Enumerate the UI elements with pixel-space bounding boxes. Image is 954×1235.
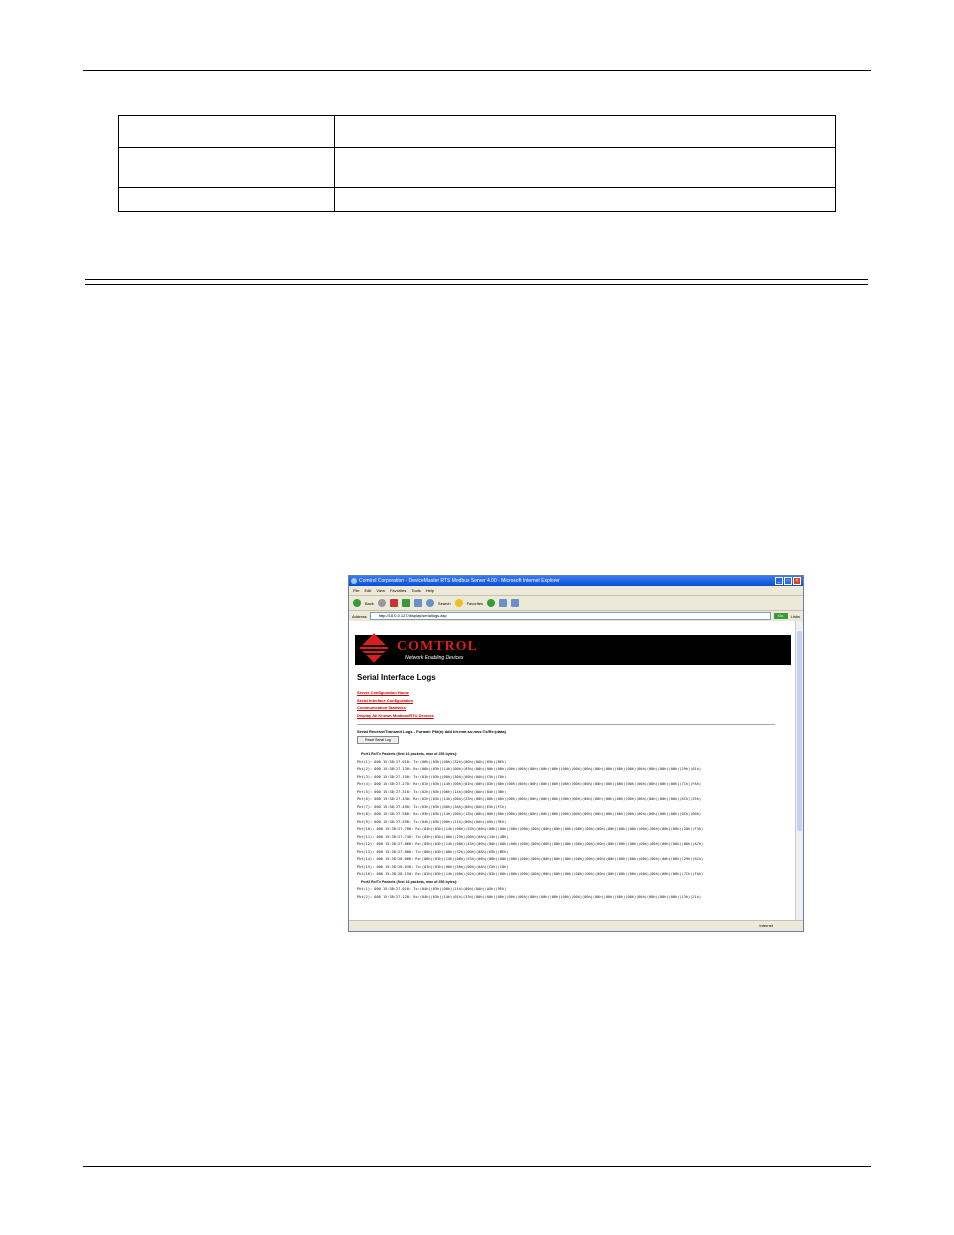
window-title: Comtrol Corporation - DeviceMaster RTS Modbus Server 4.00 - Microsoft Internet Explorer xyxy=(359,578,560,584)
address-label: Address xyxy=(352,613,367,619)
maximize-icon[interactable]: □ xyxy=(784,577,792,585)
brand-name: COMTROL xyxy=(397,639,478,654)
logo-stripes xyxy=(357,645,391,655)
reset-serial-log-button[interactable]: Reset Serial Log xyxy=(357,736,399,744)
info-table xyxy=(118,115,836,212)
header-rule xyxy=(83,70,871,71)
refresh-icon[interactable] xyxy=(402,599,410,607)
star-icon[interactable] xyxy=(455,599,463,607)
address-input[interactable]: http://10.0.0.127/display/seriallogs.asp xyxy=(370,612,771,620)
section-rule-top xyxy=(85,279,868,280)
log-line: Pkt(5): 000 15:38:27.310: Tx:(02h)(03h)(00h)(14h)(00h)(0Ah)(84h)(3Bh) xyxy=(357,789,507,794)
log-line: Pkt(2): 000 15:38:27.130: Rx:(06h)(03h)(14h)(00h)(03h)(00h)(00h)(00h)(00h)(00h)(00h)(00h)(00h)(00h)(00h)(00h)(00h)(00h)(00h)(00h)(00h)(00h)(00h)(00h)(29h)(61h) xyxy=(357,767,702,771)
back-button[interactable]: Back xyxy=(365,600,374,606)
port1-header: Port1 Rx/Tx Packets (first 16 packets, max of 256 bytes): xyxy=(361,752,458,756)
section-rule-bottom xyxy=(85,284,868,285)
back-arrow-icon[interactable] xyxy=(353,599,361,607)
table-cell xyxy=(335,116,836,148)
port2-header: Port2 Rx/Tx Packets (first 16 packets, max of 256 bytes): xyxy=(361,879,458,884)
close-icon[interactable]: × xyxy=(793,577,801,585)
history-icon[interactable] xyxy=(487,599,495,607)
table-cell xyxy=(119,188,335,212)
browser-screenshot xyxy=(348,575,804,932)
serial-log xyxy=(357,751,703,901)
log-format-text: Serial Receive/Transmit Logs - Format: Pkt(n) ddd hh:mm:ss:mss:Tx/Rx:(data) xyxy=(357,729,506,734)
log-line: Pkt(10): 000 15:38:27.700: Rx:(04h)(03h)(14h)(00h)(33h)(00h)(00h)(00h)(00h)(00h)(00h)(00h)(00h)(00h)(00h)(00h)(00h)(00h)(00h)(00h)(00h)(00h)(00h)(00h)(28h)(F3h) xyxy=(357,827,704,831)
menu-favorites[interactable]: Favorites xyxy=(389,588,407,593)
page-viewport xyxy=(349,621,795,921)
table-cell xyxy=(335,148,836,188)
table-row xyxy=(119,188,836,212)
menu-bar xyxy=(349,586,803,596)
log-line: Pkt(9): 000 15:38:27.590: Tx:(04h)(03h)(00h)(11h)(00h)(0Ah)(A5h)(9Eh) xyxy=(357,819,507,824)
log-line: Pkt(8): 000 15:38:27.580: Rx:(03h)(03h)(14h)(00h)(13h)(00h)(00h)(00h)(00h)(00h)(00h)(00h)(00h)(00h)(00h)(00h)(00h)(00h)(00h)(00h)(00h)(00h)(00h)(00h)(0Ch)(60h) xyxy=(357,812,702,816)
footer-rule xyxy=(83,1166,871,1167)
nav-links xyxy=(357,689,434,719)
comtrol-banner xyxy=(355,635,791,665)
page-title: Serial Interface Logs xyxy=(357,673,436,682)
links-button[interactable]: Links xyxy=(790,613,800,619)
status-zone: Internet xyxy=(759,923,773,928)
print-icon[interactable] xyxy=(511,599,519,607)
log-line: Pkt(11): 000 15:38:27.740: Tx:(05h)(03h)(00h)(29h)(00h)(0Ah)(14h)(4Bh) xyxy=(357,834,509,839)
log-line: Pkt(4): 000 15:38:27.270: Rx:(01h)(03h)(14h)(00h)(02h)(00h)(03h)(00h)(00h)(00h)(00h)(00h)(00h)(00h)(00h)(00h)(00h)(00h)(00h)(00h)(00h)(00h)(00h)(00h)(7Ch)(FAh) xyxy=(357,782,702,786)
table-row xyxy=(119,116,836,148)
log-line: Pkt(12): 000 15:38:27.860: Rx:(05h)(03h)(14h)(00h)(43h)(00h)(00h)(00h)(00h)(00h)(00h)(00h)(00h)(00h)(00h)(00h)(00h)(00h)(00h)(00h)(00h)(00h)(00h)(00h)(86h)(A7h) xyxy=(357,842,704,846)
link-communication-statistics[interactable]: Communication Statistics xyxy=(357,705,407,711)
brand-tagline: Network Enabling Devices xyxy=(405,655,464,661)
table-cell xyxy=(335,188,836,212)
ie-icon xyxy=(351,578,357,584)
table-row xyxy=(119,148,836,188)
log-line: Pkt(16): 000 15:38:28.150: Rx:(01h)(03h)(14h)(00h)(02h)(00h)(03h)(00h)(00h)(00h)(00h)(00h)(00h)(00h)(00h)(00h)(00h)(00h)(00h)(00h)(00h)(00h)(00h)(00h)(7Ch)(FAh) xyxy=(357,872,704,876)
scrollbar-thumb[interactable] xyxy=(797,631,802,831)
search-icon[interactable] xyxy=(426,599,434,607)
menu-view[interactable]: View xyxy=(376,588,385,593)
stop-icon[interactable] xyxy=(390,599,398,607)
link-display-modbus-devices[interactable]: Display All Known Modbus/RTU Devices xyxy=(357,712,434,718)
search-button[interactable]: Search xyxy=(437,600,451,606)
status-bar xyxy=(349,920,803,931)
menu-file[interactable]: File xyxy=(353,588,360,593)
link-serial-interface-config[interactable]: Serial Interface Configuration xyxy=(357,697,414,703)
home-icon[interactable] xyxy=(414,599,422,607)
log-line: Pkt(3): 000 15:38:27.150: Tx:(01h)(03h)(00h)(30h)(00h)(0Ah)(C5h)(C0h) xyxy=(357,774,507,779)
window-titlebar xyxy=(349,576,803,586)
go-button[interactable]: Go xyxy=(774,613,788,619)
log-line: Pkt(1): 000 15:38:27.010: Tx:(04h)(03h)(00h)(11h)(00h)(0Ah)(A5h)(9Eh) xyxy=(357,887,507,891)
log-line: Pkt(6): 000 15:38:27.430: Rx:(02h)(03h)(14h)(00h)(23h)(00h)(00h)(00h)(00h)(00h)(00h)(00h)(00h)(00h)(00h)(00h)(00h)(00h)(00h)(00h)(00h)(00h)(00h)(00h)(8Ch)(25h) xyxy=(357,797,702,801)
log-line: Pkt(7): 000 15:38:27.450: Tx:(03h)(03h)(00h)(3Ah)(00h)(0Ah)(E5h)(FCh) xyxy=(357,804,507,809)
link-server-config-home[interactable]: Server Configuration Home xyxy=(357,690,410,695)
log-line: Pkt(2): 000 15:38:27.120: Rx:(04h)(03h)(14h)(01h)(33h)(00h)(00h)(00h)(00h)(00h)(00h)(00h)(00h)(00h)(00h)(00h)(00h)(00h)(00h)(00h)(00h)(00h)(00h)(00h)(13h)(21h) xyxy=(357,894,702,899)
log-line: Pkt(15): 000 15:38:28.030: Tx:(01h)(03h)(00h)(30h)(00h)(0Ah)(C5h)(C0h) xyxy=(357,864,509,869)
browser-toolbar xyxy=(349,596,803,611)
forward-arrow-icon[interactable] xyxy=(378,599,386,607)
table-cell xyxy=(119,116,335,148)
divider xyxy=(357,724,775,725)
table-cell xyxy=(119,148,335,188)
menu-tools[interactable]: Tools xyxy=(411,588,421,593)
log-line: Pkt(1): 000 15:38:27.010: Tx:(06h)(03h)(00h)(32h)(00h)(0Ah)(65h)(BEh) xyxy=(357,759,507,764)
mail-icon[interactable] xyxy=(499,599,507,607)
menu-edit[interactable]: Edit xyxy=(364,588,372,593)
log-line: Pkt(14): 000 15:38:28.000: Rx:(06h)(03h)(14h)(00h)(53h)(00h)(00h)(00h)(00h)(00h)(00h)(00h)(00h)(00h)(00h)(00h)(00h)(00h)(00h)(00h)(00h)(00h)(00h)(00h)(29h)(61h) xyxy=(357,857,704,861)
favorites-button[interactable]: Favorites xyxy=(466,600,484,606)
menu-help[interactable]: Help xyxy=(425,588,434,593)
minimize-icon[interactable]: _ xyxy=(775,577,783,585)
log-line: Pkt(13): 000 15:38:27.880: Tx:(06h)(03h)(00h)(32h)(00h)(0Ah)(65h)(BEh) xyxy=(357,849,509,854)
vertical-scrollbar[interactable] xyxy=(795,621,803,921)
